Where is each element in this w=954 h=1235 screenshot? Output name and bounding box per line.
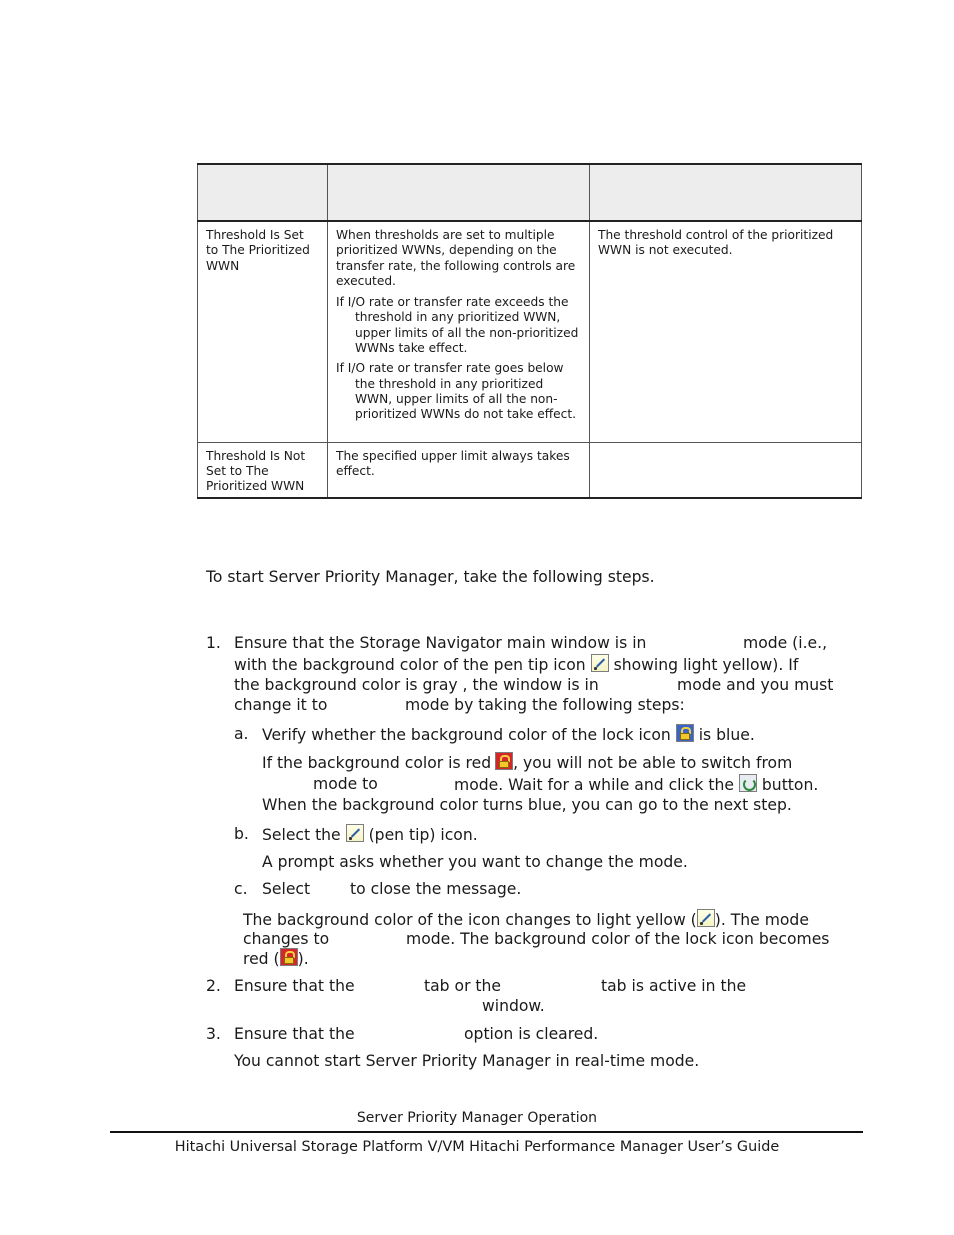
substep-text-part: button. (761, 776, 819, 794)
table-cell (198, 442, 328, 498)
substep-text-part: mode. Wait for a while and click the (454, 776, 734, 794)
substep-text-part: is blue. (698, 726, 755, 744)
step2-text: tab or the (424, 977, 502, 995)
substep-text-part: Select the (262, 826, 341, 844)
substep-text-part: If the background color is red (262, 754, 492, 772)
step1-text: mode and you must (677, 676, 834, 694)
cell-text: If I/O rate or transfer rate goes below the threshold in any prioritized WWN, upper limits of all the non-prioritized WWNs do not take effect. (336, 361, 576, 422)
result-text: changes to (243, 930, 330, 948)
result-text-part: ). The mode (714, 911, 809, 929)
footer-guide-title: Hitachi Universal Storage Platform V/VM Hitachi Performance Manager User’s Guide (174, 1139, 780, 1155)
cell-text: If I/O rate or transfer rate exceeds the threshold in any prioritized WWN, upper limits of all the non-prioritized WWNs take effect. (336, 295, 579, 356)
substep-label: a. (234, 725, 249, 743)
threshold-control-table (197, 163, 862, 499)
cell-text: When thresholds are set to multiple prioritized WWNs, depending on the transfer rate, the following controls are executed. (336, 228, 576, 288)
footer-section-title: Server Priority Manager Operation (356, 1110, 598, 1126)
cell-text: The specified upper limit always takes effect. (336, 448, 570, 478)
table-row (198, 442, 862, 498)
table-header-cell (198, 164, 328, 221)
cell-text: The threshold control of the prioritized WWN is not executed. (598, 228, 834, 258)
step1-text: the background color is gray , the window is in (234, 676, 599, 694)
row-label: Threshold Is Not Set to The Prioritized WWN (206, 448, 306, 494)
substep-a-text (262, 724, 755, 745)
substep-b-text: A prompt asks whether you want to change the mode. (262, 853, 688, 871)
step3-text: option is cleared. (464, 1025, 599, 1043)
table-cell (328, 221, 590, 442)
pen-tip-icon (697, 909, 715, 927)
step1-text: mode by taking the following steps: (405, 696, 685, 714)
step1-text: mode (i.e., (743, 634, 828, 652)
refresh-icon (739, 774, 757, 792)
table-cell (198, 221, 328, 442)
substep-c-text: to close the message. (350, 880, 522, 898)
result-text (243, 948, 309, 969)
step1-text-part: with the background color of the pen tip icon (234, 656, 586, 674)
step2-text: Ensure that the (234, 977, 355, 995)
pen-tip-icon (591, 654, 609, 672)
pen-tip-icon (346, 824, 364, 842)
substep-text-part: , you will not be able to switch from (513, 754, 793, 772)
substep-c-text: Select (262, 880, 311, 898)
step3-text: You cannot start Server Priority Manager in real-time mode. (234, 1052, 700, 1070)
substep-a-text (454, 774, 818, 795)
substep-label: b. (234, 825, 249, 843)
row-label: Threshold Is Set to The Prioritized WWN (206, 228, 310, 273)
substep-label: c. (234, 880, 248, 898)
step1-text-part: showing light yellow). If (613, 656, 799, 674)
result-text (243, 909, 809, 930)
table-header-row (198, 164, 862, 221)
result-text-part: The background color of the icon changes to light yellow ( (243, 911, 697, 929)
step1-text: change it to (234, 696, 328, 714)
step-number: 2. (206, 977, 221, 995)
table-cell (328, 442, 590, 498)
table-row (198, 221, 862, 442)
substep-a-text: When the background color turns blue, you can go to the next step. (262, 796, 792, 814)
step-number: 1. (206, 634, 221, 652)
substep-a-text (262, 752, 792, 773)
lock-red-icon (495, 752, 513, 770)
lock-red-icon (280, 948, 298, 966)
step1-text: Ensure that the Storage Navigator main window is in (234, 634, 647, 652)
step1-text (234, 654, 798, 675)
substep-b-text (262, 824, 478, 845)
substep-text-part: (pen tip) icon. (368, 826, 478, 844)
substep-text-part: Verify whether the background color of the lock icon (262, 726, 671, 744)
step2-text: tab is active in the (601, 977, 747, 995)
result-text-part: red ( (243, 950, 280, 968)
table-header-cell (328, 164, 590, 221)
result-text-part: ). (297, 950, 309, 968)
footer-divider (110, 1131, 863, 1133)
table-cell (590, 221, 862, 442)
step3-text: Ensure that the (234, 1025, 355, 1043)
lock-blue-icon (676, 724, 694, 742)
substep-a-text: mode to (313, 775, 378, 793)
result-text: mode. The background color of the lock icon becomes (406, 930, 830, 948)
intro-text: To start Server Priority Manager, take the following steps. (206, 568, 655, 586)
step-number: 3. (206, 1025, 221, 1043)
table-cell (590, 442, 862, 498)
table-header-cell (590, 164, 862, 221)
step2-text: window. (482, 997, 545, 1015)
